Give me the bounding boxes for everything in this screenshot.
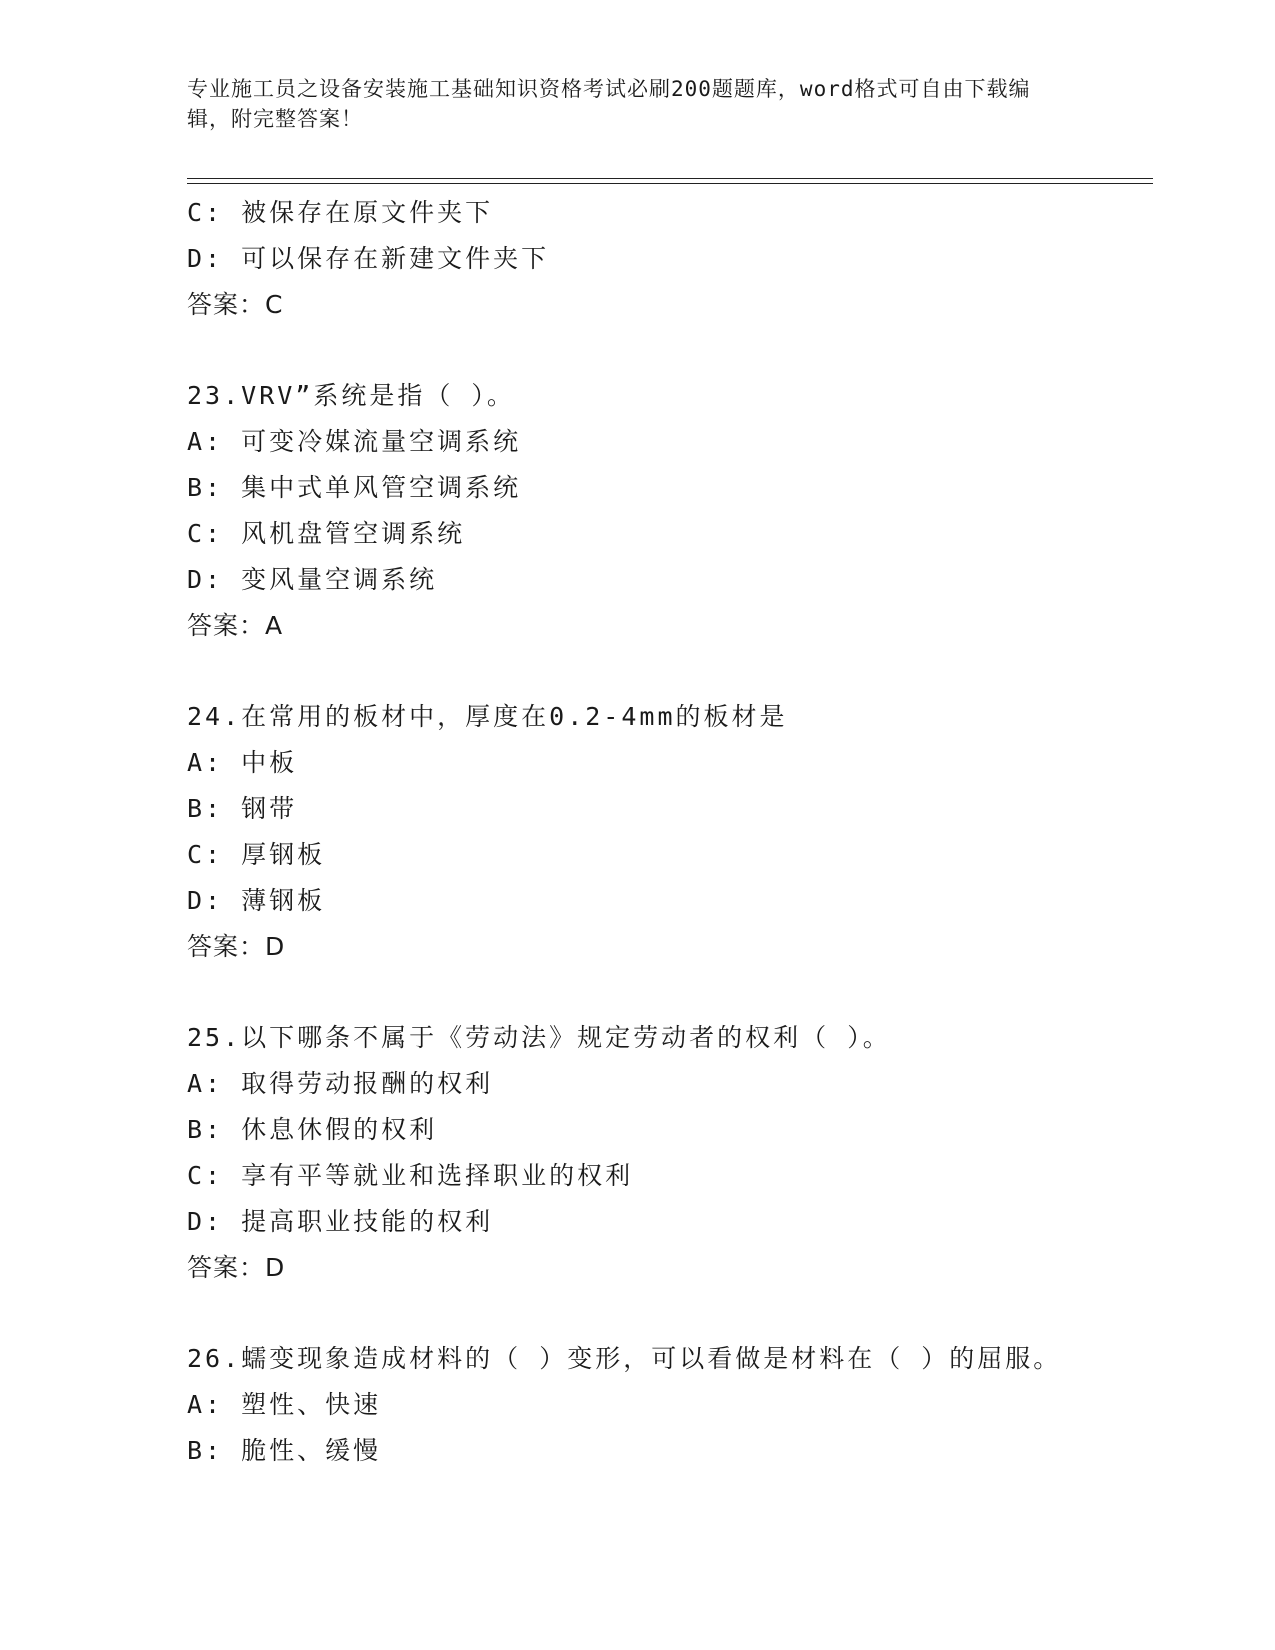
answer: 答案：D <box>187 1253 286 1282</box>
header-divider-bottom <box>187 183 1153 184</box>
question-23: 23.VRV”系统是指（ ）。 <box>187 381 515 410</box>
answer: 答案：D <box>187 932 286 961</box>
option-b: B: 钢带 <box>187 794 298 823</box>
spacer <box>187 1291 1153 1336</box>
option-c: C: 被保存在原文件夹下 <box>187 198 494 227</box>
option-d: D: 薄钢板 <box>187 886 326 915</box>
option-c: C: 风机盘管空调系统 <box>187 519 466 548</box>
option-b: B: 脆性、缓慢 <box>187 1436 382 1465</box>
option-d: D: 可以保存在新建文件夹下 <box>187 244 550 273</box>
header-divider-top <box>187 178 1153 179</box>
spacer <box>187 649 1153 694</box>
answer: 答案：A <box>187 611 284 640</box>
option-c: C: 厚钢板 <box>187 840 326 869</box>
option-a: A: 可变冷媒流量空调系统 <box>187 427 522 456</box>
option-a: A: 塑性、快速 <box>187 1390 382 1419</box>
option-a: A: 中板 <box>187 748 298 777</box>
question-list <box>187 190 1153 1474</box>
spacer <box>187 970 1153 1015</box>
option-d: D: 提高职业技能的权利 <box>187 1207 494 1236</box>
option-b: B: 集中式单风管空调系统 <box>187 473 522 502</box>
answer: 答案：C <box>187 290 284 319</box>
document-header: 专业施工员之设备安装施工基础知识资格考试必刷200题题库，word格式可自由下载编辑，附完整答案！ <box>187 77 1031 131</box>
spacer <box>187 328 1153 373</box>
question-25: 25.以下哪条不属于《劳动法》规定劳动者的权利（ ）。 <box>187 1023 891 1052</box>
option-c: C: 享有平等就业和选择职业的权利 <box>187 1161 634 1190</box>
option-a: A: 取得劳动报酬的权利 <box>187 1069 494 1098</box>
question-26: 26.蠕变现象造成材料的（ ）变形，可以看做是材料在（ ）的屈服。 <box>187 1344 1062 1373</box>
option-d: D: 变风量空调系统 <box>187 565 438 594</box>
option-b: B: 休息休假的权利 <box>187 1115 438 1144</box>
question-24: 24.在常用的板材中，厚度在0.2-4mm的板材是 <box>187 702 788 731</box>
